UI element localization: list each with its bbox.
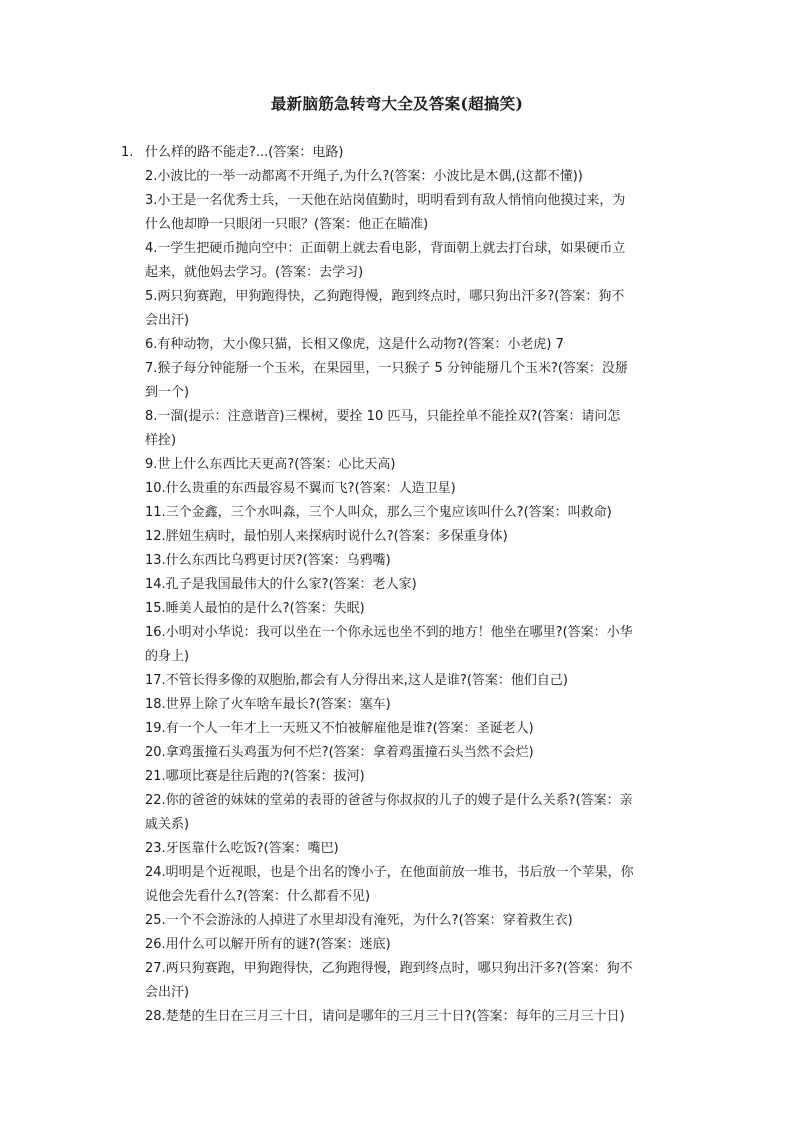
page-title: 最新脑筋急转弯大全及答案(超搞笑) xyxy=(270,94,524,113)
list-item-text: 12.胖妞生病时，最怕别人来探病时说什么?(答案：多保重身体) xyxy=(145,529,508,544)
list-item-text: 说他会先看什么?(答案：什么都看不见) xyxy=(145,889,371,904)
list-item-text: 什么他却睁一只眼闭一只眼？(答案：他正在瞄准) xyxy=(145,217,429,232)
list-item-text: 戚关系) xyxy=(145,817,190,832)
list-item xyxy=(0,381,794,405)
list-item-text: 5.两只狗赛跑，甲狗跑得快，乙狗跑得慢，跑到终点时，哪只狗出汗多?(答案：狗不 xyxy=(145,289,625,304)
list-item-text: 20.拿鸡蛋撞石头鸡蛋为何不烂?(答案：拿着鸡蛋撞石头当然不会烂) xyxy=(145,745,534,760)
list-item xyxy=(0,885,794,909)
list-item-text: 16.小明对小华说：我可以坐在一个你永远也坐不到的地方！他坐在哪里?(答案：小华 xyxy=(145,625,633,640)
riddle-list xyxy=(0,141,794,1029)
list-item xyxy=(0,909,794,933)
list-item-text: 6.有种动物，大小像只猫，长相又像虎，这是什么动物?(答案：小老虎) 7 xyxy=(145,337,564,352)
list-item-text: 3.小王是一名优秀士兵，一天他在站岗值勤时，明明看到有敌人悄悄向他摸过来，为 xyxy=(145,193,626,208)
list-item-text: 会出汗) xyxy=(145,313,190,328)
list-item-text: 11.三个金鑫，三个水叫淼，三个人叫众，那么三个鬼应该叫什么?(答案：叫救命) xyxy=(145,505,612,520)
list-item xyxy=(0,669,794,693)
list-item-text: 27.两只狗赛跑，甲狗跑得快，乙狗跑得慢，跑到终点时，哪只狗出汗多?(答案：狗不 xyxy=(145,961,633,976)
list-item xyxy=(0,141,794,165)
list-item xyxy=(0,765,794,789)
list-item xyxy=(0,549,794,573)
list-item xyxy=(0,957,794,981)
list-item xyxy=(0,333,794,357)
list-item-text: 到一个) xyxy=(145,385,190,400)
list-item-text: 什么样的路不能走?...(答案：电路) xyxy=(145,145,344,160)
list-item-text: 22.你的爸爸的妹妹的堂弟的表哥的爸爸与你叔叔的儿子的嫂子是什么关系?(答案：亲 xyxy=(145,793,633,808)
list-item-text: 10.什么贵重的东西最容易不翼而飞?(答案：人造卫星) xyxy=(145,481,456,496)
list-item-text: 14.孔子是我国最伟大的什么家?(答案：老人家) xyxy=(145,577,417,592)
list-item xyxy=(0,789,794,813)
list-item xyxy=(0,405,794,429)
list-item-text: 15.睡美人最怕的是什么?(答案：失眠) xyxy=(145,601,365,616)
list-item xyxy=(0,261,794,285)
list-item xyxy=(0,429,794,453)
list-item xyxy=(0,285,794,309)
list-item-text: 2.小波比的一举一动都离不开绳子,为什么?(答案：小波比是木偶,(这都不懂)) xyxy=(145,169,583,184)
list-item xyxy=(0,573,794,597)
list-item xyxy=(0,981,794,1005)
list-item-text: 18.世界上除了火车啥车最长?(答案：塞车) xyxy=(145,697,391,712)
list-item xyxy=(0,597,794,621)
list-item xyxy=(0,237,794,261)
list-item xyxy=(0,933,794,957)
list-item-text: 的身上) xyxy=(145,649,190,664)
list-item-number: 1. xyxy=(121,145,134,160)
list-item-text: 19.有一个人一年才上一天班又不怕被解雇他是谁?(答案：圣诞老人) xyxy=(145,721,534,736)
list-item xyxy=(0,741,794,765)
list-item-text: 17.不管长得多像的双胞胎,都会有人分得出来,这人是谁?(答案：他们自己) xyxy=(145,673,568,688)
list-item xyxy=(0,453,794,477)
list-item-text: 9.世上什么东西比天更高?(答案：心比天高) xyxy=(145,457,396,472)
list-item-text: 会出汗) xyxy=(145,985,190,1000)
list-item xyxy=(0,645,794,669)
list-item xyxy=(0,357,794,381)
list-item-text: 13.什么东西比乌鸦更讨厌?(答案：乌鸦嘴) xyxy=(145,553,391,568)
list-item-text: 7.猴子每分钟能掰一个玉米，在果园里，一只猴子 5 分钟能掰几个玉米?(答案：没掰 xyxy=(145,361,628,376)
list-item-text: 23.牙医靠什么吃饭?(答案：嘴巴) xyxy=(145,841,339,856)
list-item xyxy=(0,213,794,237)
list-item-text: 8.一溜(提示：注意谐音)三棵树，要拴 10 匹马，只能拴单不能拴双?(答案：请问怎 xyxy=(145,409,621,424)
list-item-text: 4.一学生把硬币抛向空中：正面朝上就去看电影，背面朝上就去打台球，如果硬币立 xyxy=(145,241,626,256)
list-item xyxy=(0,693,794,717)
list-item-text: 样拴) xyxy=(145,433,177,448)
list-item xyxy=(0,837,794,861)
list-item xyxy=(0,861,794,885)
list-item xyxy=(0,309,794,333)
list-item xyxy=(0,189,794,213)
list-item-text: 26.用什么可以解开所有的谜?(答案：迷底) xyxy=(145,937,391,952)
list-item xyxy=(0,477,794,501)
list-item-text: 25.一个不会游泳的人掉进了水里却没有淹死，为什么?(答案：穿着救生衣) xyxy=(145,913,573,928)
list-item xyxy=(0,621,794,645)
list-item xyxy=(0,1005,794,1029)
list-item xyxy=(0,813,794,837)
list-item-text: 24.明明是个近视眼，也是个出名的馋小子，在他面前放一堆书，书后放一个苹果，你 xyxy=(145,865,634,880)
list-item xyxy=(0,501,794,525)
list-item xyxy=(0,717,794,741)
list-item xyxy=(0,165,794,189)
list-item xyxy=(0,525,794,549)
list-item-text: 21.哪项比赛是往后跑的?(答案：拔河) xyxy=(145,769,365,784)
list-item-text: 28.楚楚的生日在三月三十日，请问是哪年的三月三十日?(答案：每年的三月三十日) xyxy=(145,1009,625,1024)
list-item-text: 起来，就他妈去学习。(答案：去学习) xyxy=(145,265,364,280)
